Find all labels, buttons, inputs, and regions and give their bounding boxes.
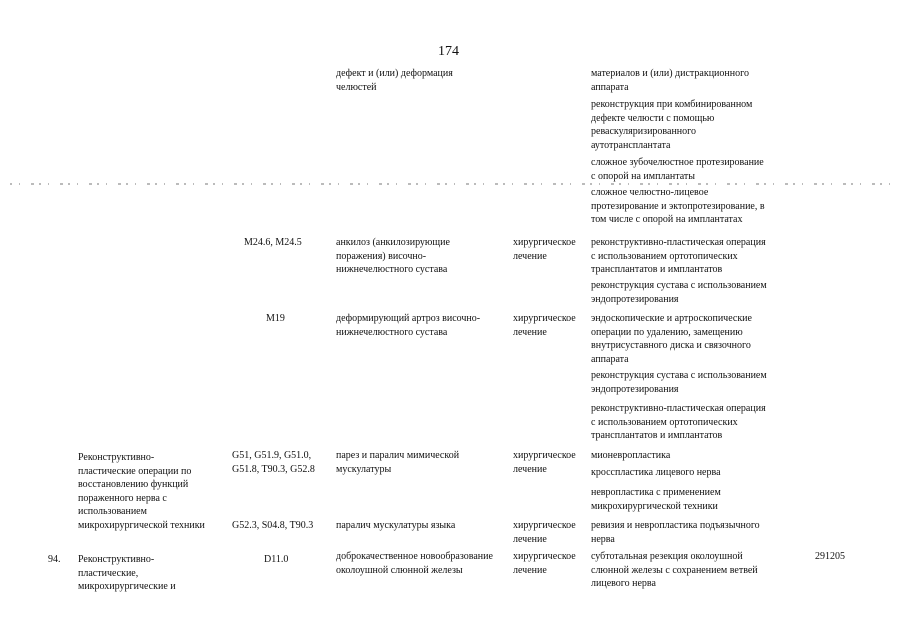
method-cell: реконструкция сустава с использованием эндопротезирования — [591, 280, 767, 305]
diagnosis-cell: паралич мускулатуры языка — [336, 520, 456, 531]
intervention-cell: Реконструктивно- пластические операции по восстановлению функций пораженного нерва с использованием микрохирургической техники — [78, 452, 205, 531]
method-cell: эндоскопические и артроскопические операции по удалению, замещению внутрисуставного диска и связочного аппарата — [591, 313, 752, 365]
method-cell: материалов и (или) дистракционного аппарата — [591, 68, 749, 93]
diagnosis-cell: анкилоз (анкилозирующие поражения) височно- нижнечелюстного сустава — [336, 237, 450, 275]
method-cell: реконструктивно-пластическая операция с использованием ортотопических трансплантатов и имплантатов — [591, 403, 766, 441]
page-number: 174 — [438, 44, 459, 59]
row-number: 94. — [48, 554, 61, 565]
method-cell: мионевропластика — [591, 450, 671, 461]
method-cell: невропластика с применением микрохирургической техники — [591, 487, 721, 512]
method-cell: реконструктивно-пластическая операция с использованием ортотопических трансплантатов и имплантатов — [591, 237, 766, 275]
diagnosis-cell: парез и паралич мимической мускулатуры — [336, 450, 460, 475]
method-cell: реконструкция при комбинированном дефекте челюсти с помощью реваскуляризированного аутотрансплантата — [591, 99, 753, 151]
cost-cell: 291205 — [815, 551, 845, 562]
code-cell: G52.3, S04.8, T90.3 — [232, 520, 314, 531]
method-cell: ревизия и невропластика подъязычного нерва — [591, 520, 760, 545]
treatment-type-cell: хирургическое лечение — [513, 520, 576, 545]
diagnosis-cell: дефект и (или) деформация челюстей — [336, 68, 453, 93]
intervention-cell: Реконструктивно- пластические, микрохирургические и — [78, 554, 176, 592]
method-cell: субтотальная резекция околоушной слюнной железы с сохранением ветвей лицевого нерва — [591, 551, 758, 589]
treatment-type-cell: хирургическое лечение — [513, 237, 576, 262]
treatment-type-cell: хирургическое лечение — [513, 313, 576, 338]
diagnosis-cell: деформирующий артроз височно- нижнечелюстного сустава — [336, 313, 481, 338]
method-cell: сложное зубочелюстное протезирование с опорой на имплантаты — [591, 157, 764, 182]
code-cell: D11.0 — [264, 554, 289, 565]
treatment-type-cell: хирургическое лечение — [513, 450, 576, 475]
method-cell: реконструкция сустава с использованием эндопротезирования — [591, 370, 767, 395]
code-cell: G51, G51.9, G51.0, G51.8, T90.3, G52.8 — [232, 450, 315, 475]
code-cell: M24.6, M24.5 — [244, 237, 302, 248]
treatment-type-cell: хирургическое лечение — [513, 551, 576, 576]
method-cell: сложное челюстно-лицевое протезирование и эктопротезирование, в том числе с опорой на имплантатах — [591, 187, 765, 225]
code-cell: M19 — [266, 313, 285, 324]
method-cell: кросспластика лицевого нерва — [591, 467, 721, 478]
diagnosis-cell: доброкачественное новообразование околоушной слюнной железы — [336, 551, 493, 576]
